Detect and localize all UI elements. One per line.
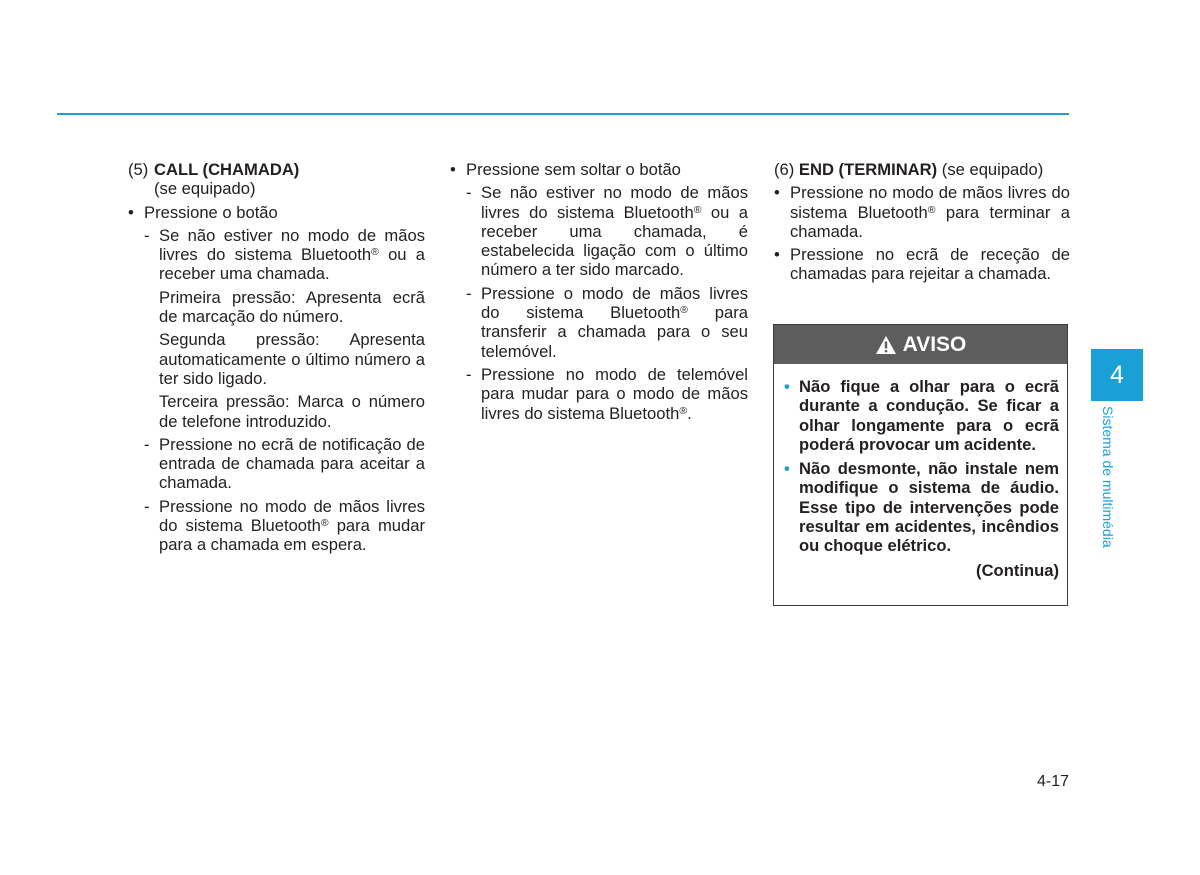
column-1 xyxy=(128,160,425,555)
dash-text: Pressione no modo de telemóvel para mudar para o modo de mãos livres do sistema Bluetooth®. xyxy=(481,364,748,423)
dash-marker: - xyxy=(466,283,472,303)
warning-text: Não desmonte, não instale nem modifique o sistema de áudio. Esse tipo de intervenções pode resultar em acidentes, incêndios ou choque elétrico. xyxy=(799,459,1059,556)
bullet-text: Pressione sem soltar o botão xyxy=(466,160,681,179)
dash-text: Pressione o modo de mãos livres do sistema Bluetooth® para transferir a chamada para o seu telemóvel. xyxy=(481,283,749,361)
dash-text: Pressione no modo de mãos livres do sistema Bluetooth® para mudar para a chamada em espera. xyxy=(159,496,425,555)
column-3 xyxy=(774,160,1070,284)
press-first: Primeira pressão: Apresenta ecrã de marcação do número. xyxy=(159,287,425,327)
registered-mark: ® xyxy=(693,203,702,216)
bullet-item xyxy=(774,245,1070,284)
dash-text: Se não estiver no modo de mãos livres do sistema Bluetooth® ou a receber uma chamada, é estabelecida ligação com o último número a ter sido marcado. xyxy=(481,183,748,280)
warning-item xyxy=(784,459,1059,555)
dash-item xyxy=(128,435,425,493)
bullet-item xyxy=(774,183,1070,241)
heading-rest: (se equipado) xyxy=(937,160,1044,179)
dash-marker: - xyxy=(466,183,472,203)
dash-item xyxy=(128,226,425,284)
press-second: Segunda pressão: Apresenta automaticamente o último número a ter sido ligado. xyxy=(159,330,425,388)
bullet-marker: • xyxy=(774,245,780,265)
registered-mark: ® xyxy=(680,304,689,317)
warning-header xyxy=(774,325,1067,364)
dash-marker: - xyxy=(144,496,150,516)
bullet-text: Pressione no modo de mãos livres do sistema Bluetooth® para terminar a chamada. xyxy=(790,183,1070,241)
warning-triangle-icon xyxy=(875,335,897,355)
bullet-marker: • xyxy=(784,459,790,479)
dash-item xyxy=(450,365,748,423)
heading-number: (5) xyxy=(128,160,149,179)
warning-title: AVISO xyxy=(902,332,967,356)
registered-mark: ® xyxy=(371,246,379,259)
section-end-heading xyxy=(774,160,1070,179)
bullet-item xyxy=(450,160,748,179)
bullet-marker: • xyxy=(784,377,790,396)
warning-text: Não fique a olhar para o ecrã durante a condução. Se ficar a olhar longamente para o ecrã poderá provocar um acidente. xyxy=(799,377,1059,454)
heading-title: CALL (CHAMADA) xyxy=(154,160,300,179)
continue-label: (Continua) xyxy=(976,560,1059,580)
dash-marker: - xyxy=(144,225,150,245)
bullet-marker: • xyxy=(774,183,780,203)
heading-number: (6) xyxy=(774,160,795,179)
column-2 xyxy=(450,160,748,423)
page-number: 4-17 xyxy=(1036,773,1069,790)
section-call-heading xyxy=(128,160,425,179)
registered-mark: ® xyxy=(679,404,688,417)
heading-title: END (TERMINAR) xyxy=(798,160,938,179)
dash-marker: - xyxy=(466,364,472,384)
press-third: Terceira pressão: Marca o número de telefone introduzido. xyxy=(159,392,425,431)
chapter-tab: 4 xyxy=(1091,349,1143,401)
header-rule xyxy=(57,113,1069,115)
bullet-marker: • xyxy=(450,160,456,179)
dash-item xyxy=(450,284,748,361)
chapter-title: Sistema de multimédia xyxy=(1100,406,1116,548)
bullet-marker: • xyxy=(128,202,134,222)
dash-text: Pressione no ecrã de notificação de entrada de chamada para aceitar a chamada. xyxy=(159,434,425,493)
dash-marker: - xyxy=(144,434,150,454)
bullet-item xyxy=(128,203,425,222)
dash-item xyxy=(450,183,748,279)
heading-subtitle: (se equipado) xyxy=(154,179,256,199)
warning-box xyxy=(773,324,1068,606)
registered-mark: ® xyxy=(320,517,329,530)
dash-item xyxy=(128,497,425,555)
warning-item xyxy=(784,377,1059,454)
bullet-text: Pressione o botão xyxy=(144,202,278,222)
registered-mark: ® xyxy=(927,203,936,216)
bullet-text: Pressione no ecrã de receção de chamadas para rejeitar a chamada. xyxy=(790,245,1070,284)
warning-body xyxy=(774,364,1067,580)
dash-text: Se não estiver no modo de mãos livres do sistema Bluetooth® ou a receber uma chamada. xyxy=(159,225,425,284)
